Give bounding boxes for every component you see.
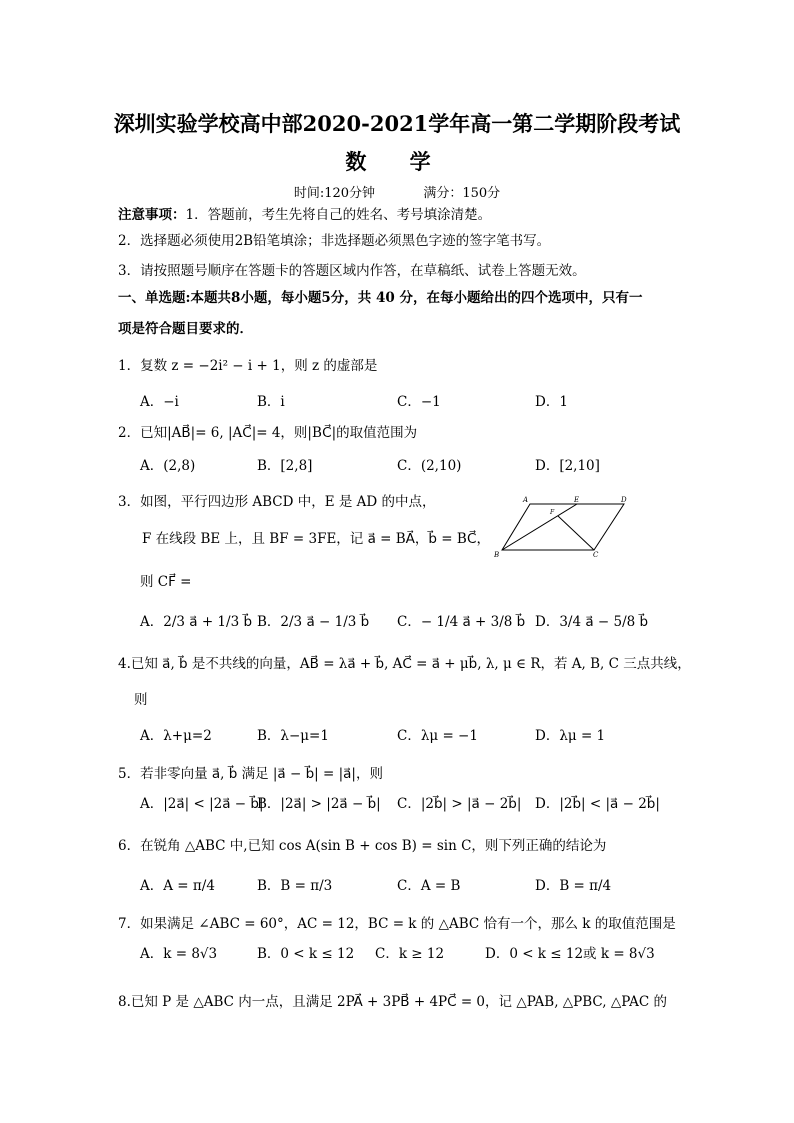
q3-option-c: C．− 1/4 a⃗ + 3/8 b⃗ — [397, 614, 526, 630]
q3-option-b: B．2/3 a⃗ − 1/3 b⃗ — [257, 614, 370, 630]
q5-option-b: B．|2a⃗| > |2a⃗ − b⃗| — [257, 796, 381, 812]
q1-option-c: C．−1 — [397, 394, 441, 410]
q1-stem: 1．复数 z = −2i² − i + 1，则 z 的虚部是 — [118, 358, 378, 374]
notes-line-1 — [118, 203, 491, 223]
q1-option-d: D．1 — [535, 394, 568, 410]
segment-BE — [502, 504, 577, 550]
q6-option-b: B．B = π/3 — [257, 878, 333, 894]
q3-stem-line-2: F 在线段 BE 上，且 BF = 3FE，记 a⃗ = BA⃗，b⃗ = BC⃗， — [142, 531, 490, 547]
section-heading-line-1: 一、单选题:本题共8小题，每小题5分，共 40 分，在每小题给出的四个选项中，只有一 — [118, 290, 643, 306]
q5-option-a: A．|2a⃗| < |2a⃗ − b⃗| — [140, 796, 264, 812]
exam-subject: 数 学 — [345, 149, 449, 174]
q4-option-d: D．λμ = 1 — [535, 728, 606, 744]
q5-option-c: C．|2b⃗| > |a⃗ − 2b⃗| — [397, 796, 522, 812]
q2-option-a: A．(2,8) — [140, 458, 196, 474]
q4-stem-line-1: 4.已知 a⃗, b⃗ 是不共线的向量，AB⃗ = λa⃗ + b⃗, AC⃗ = a⃗ + μb⃗, λ, μ ∈ R，若 A, B, C 三点共线， — [118, 656, 691, 672]
note-2: 2．选择题必须使用2B铅笔填涂；非选择题必须黑色字迹的签字笔书写。 — [118, 233, 551, 249]
q2-option-d: D．[2,10] — [535, 458, 600, 474]
label-C: C — [593, 551, 599, 558]
label-B: B — [494, 551, 500, 558]
parallelogram-shape — [502, 504, 624, 550]
label-E: E — [574, 496, 580, 504]
exam-meta — [0, 182, 794, 201]
q6-stem: 6．在锐角 △ABC 中,已知 cos A(sin B + cos B) = sin C，则下列正确的结论为 — [118, 838, 607, 854]
note-3: 3．请按照题号顺序在答题卡的答题区域内作答，在草稿纸、试卷上答题无效。 — [118, 263, 586, 279]
q7-option-b: B．0 < k ≤ 12 — [257, 946, 355, 962]
q7-option-a: A．k = 8√3 — [140, 946, 218, 962]
notes-label: 注意事项： — [118, 207, 186, 223]
label-A: A — [523, 496, 529, 504]
q3-stem-line-1: 3．如图，平行四边形 ABCD 中，E 是 AD 的中点， — [118, 494, 436, 510]
q1-option-a: A．−i — [140, 394, 179, 410]
section-heading-line-2: 项是符合题目要求的． — [118, 321, 253, 337]
parallelogram-figure — [494, 494, 630, 558]
exam-score: 满分：150分 — [423, 186, 501, 201]
q8-stem: 8.已知 P 是 △ABC 内一点，且满足 2PA⃗ + 3PB⃗ + 4PC⃗ = 0，记 △PAB, △PBC, △PAC 的 — [118, 994, 667, 1010]
exam-time: 时间:120分钟 — [293, 186, 376, 201]
q4-stem-line-2: 则 — [134, 692, 148, 708]
note-1: 1．答题前，考生先将自己的姓名、考号填涂清楚。 — [185, 207, 492, 223]
label-D: D — [621, 496, 627, 504]
q3-stem-line-3: 则 CF⃗ = — [140, 574, 192, 590]
q4-option-b: B．λ−μ=1 — [257, 728, 329, 744]
q1-option-b: B．i — [257, 394, 285, 410]
q5-stem: 5．若非零向量 a⃗, b⃗ 满足 |a⃗ − b⃗| = |a⃗|，则 — [118, 766, 383, 782]
q7-option-c: C．k ≥ 12 — [375, 946, 445, 962]
segment-FC — [558, 516, 594, 550]
q5-option-d: D．|2b⃗| < |a⃗ − 2b⃗| — [535, 796, 660, 812]
q7-stem: 7．如果满足 ∠ABC = 60°，AC = 12，BC = k 的 △ABC 恰有一个，那么 k 的取值范围是 — [118, 916, 676, 932]
q4-option-a: A．λ+μ=2 — [140, 728, 212, 744]
q2-stem: 2．已知|AB⃗|= 6, |AC⃗|= 4，则|BC⃗|的取值范围为 — [118, 425, 418, 441]
q2-option-b: B．[2,8] — [257, 458, 313, 474]
q6-option-c: C．A = B — [397, 878, 461, 894]
label-F: F — [550, 509, 555, 516]
q7-option-d: D．0 < k ≤ 12或 k = 8√3 — [485, 946, 655, 962]
q2-option-c: C．(2,10) — [397, 458, 462, 474]
q3-option-d: D．3/4 a⃗ − 5/8 b⃗ — [535, 614, 649, 630]
q4-option-c: C．λμ = −1 — [397, 728, 478, 744]
q6-option-d: D．B = π/4 — [535, 878, 612, 894]
q3-option-a: A．2/3 a⃗ + 1/3 b⃗ — [140, 614, 253, 630]
q6-option-a: A．A = π/4 — [140, 878, 215, 894]
exam-title: 深圳实验学校高中部2020-2021学年高一第二学期阶段考试 — [113, 111, 681, 136]
